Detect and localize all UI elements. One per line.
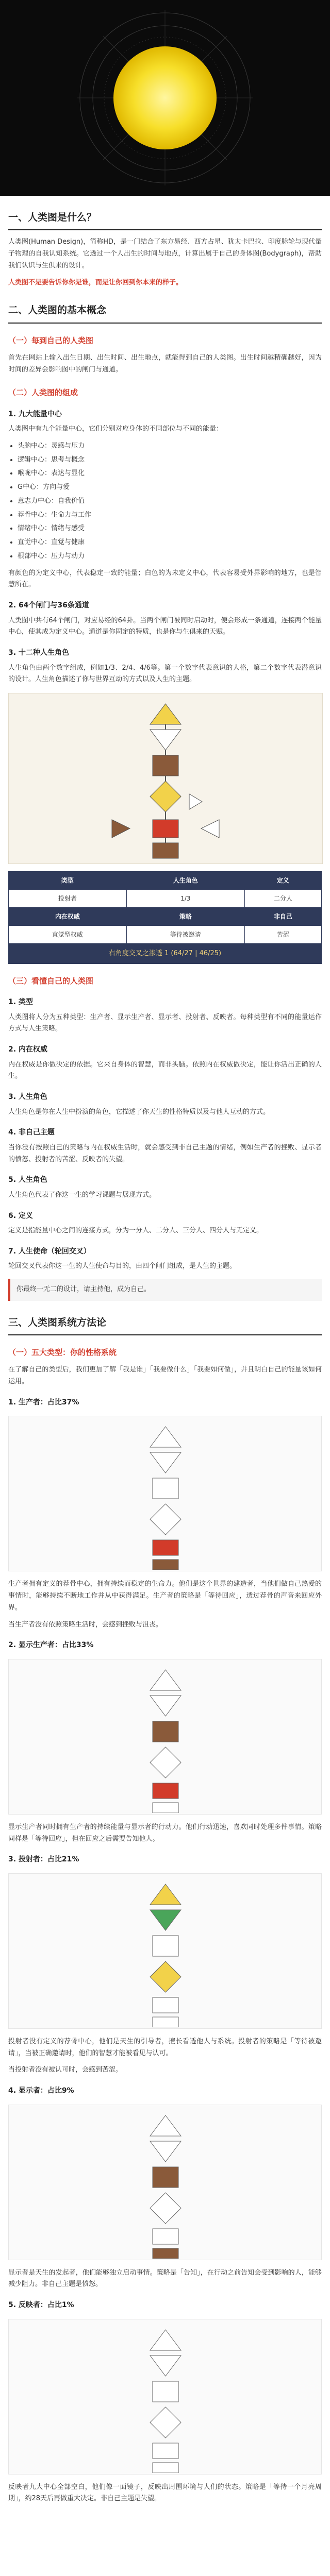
centers-list [18,440,322,563]
list-item: • G中心：方向与爱 [18,482,322,494]
item-title: 1. 类型 [8,998,33,1006]
item-title: 2. 显示生产者：占比33% [8,1641,94,1650]
type-figure [8,2105,322,2260]
item-title: 3. 投射者：占比21% [8,1855,79,1864]
bodygraph-icon [9,2319,321,2473]
item-title: 3. 人生角色 [8,1093,47,1101]
paragraph: 内在权威是你做决定的依据。它来自身体的智慧，而非头脑。依照内在权威做决定，能让你活出正确的人生。 [8,1060,322,1080]
bodygraph-image [8,693,323,864]
paragraph: 人类图中共有64个闸门，对应易经的64卦。当两个闸门被同时启动时，便会形成一条通道，连接两个能量中心，使其成为定义中心。通道是你固定的特质，也是你与生俱来的天赋。 [8,616,322,636]
bodygraph-icon [9,1416,321,1570]
list-item: • 喉咙中心：表达与显化 [18,468,322,480]
list-item: • 头脑中心：灵感与压力 [18,440,322,452]
table-cell: 二分人 [244,890,321,908]
item-title: 3. 十二种人生角色 [8,649,69,657]
list-item: • 逻辑中心：思考与概念 [18,454,322,466]
paragraph: 人类图将人分为五种类型：生产者、显示生产者、显示者、投射者、反映者。每种类型有不同的能量运作方式与人生策略。 [8,1013,322,1033]
table-header: 类型 [9,872,127,890]
item-title: 1. 九大能量中心 [8,410,62,418]
table-header: 策略 [126,908,244,926]
section-title-3: 三、人类图系统方法论 [8,1314,322,1335]
paragraph: 人生角色由两个数字组成，例如1/3、2/4、4/6等。第一个数字代表意识的人格，第二个数字代表潜意识的设计。人生角色描述了你与世界互动的方式以及人生的主题。 [8,664,322,684]
table-header: 人生角色 [126,872,244,890]
paragraph: 人生角色是你在人生中扮演的角色，它描述了你天生的性格特质以及与他人互动的方式。 [8,1108,270,1116]
paragraph: 定义是指能量中心之间的连接方式，分为一分人、二分人、三分人、四分人与无定义。 [8,1227,263,1234]
incarnation-cross-caption: 右角度交叉之渗透 1 (64/27 | 46/25) [8,944,322,964]
paragraph: 投射者没有定义的荐骨中心，他们是天生的引导者，擅长看透他人与系统。投射者的策略是「等待被邀请」，当被正确邀请时，他们的智慧才能被看见与认可。 [8,2037,322,2057]
quote-block: 你最终一无二的设计，请主持他，成为自己。 [8,1279,322,1301]
paragraph: 在了解自己的类型后，我们更加了解「我是谁」「我要做什么」「我要如何做」，并且明白自己的能量该如何运用。 [8,1366,322,1385]
item-title: 1. 生产者：占比37% [8,1398,79,1406]
bodygraph-icon [9,693,322,863]
section-title-2: 二、人类图的基本概念 [8,302,322,323]
item-title: 4. 显示者：占比9% [8,2087,74,2095]
bodygraph-icon [9,2105,321,2259]
paragraph: 人类图不是要告诉你你是谁，而是让你回到你本来的样子。 [8,278,183,286]
table-cell: 苦涩 [244,926,321,944]
item-title: 2. 64个闸门与36条通道 [8,601,89,609]
item-title: 5. 人生角色 [8,1176,47,1184]
list-item: • 根部中心：压力与动力 [18,551,322,563]
list-item: • 荐骨中心：生命力与工作 [18,510,322,521]
item-title: 7. 人生使命（轮回交叉） [8,1247,91,1256]
subsection-title: （一）每到自己的人类图 [8,335,94,345]
type-figure [8,1659,322,1815]
bodygraph-icon [9,1874,321,2027]
profile-table [8,871,322,944]
paragraph: 显示者是天生的发起者，他们能够独立启动事情。策略是「告知」，在行动之前告知会受到影响的人，能够减少阻力。非自己主题是愤怒。 [8,2268,322,2289]
section-title-1: 一、人类图是什么？ [8,209,322,230]
sun-mandala-icon [0,0,330,196]
item-title: 5. 反映者：占比1% [8,2301,74,2309]
item-title: 6. 定义 [8,1211,33,1220]
paragraph: 人生角色代表了你这一生的学习课题与展现方式。 [8,1191,156,1199]
subsection-title: （二）人类图的组成 [8,388,78,398]
list-item: • 意志力中心：自我价值 [18,496,322,507]
table-cell: 等待被邀请 [126,926,244,944]
subsection-title: （三）看懂自己的人类图 [8,976,94,986]
table-header: 内在权威 [9,908,127,926]
table-header: 非自己 [244,908,321,926]
paragraph: 当生产者没有依照策略生活时，会感到挫败与沮丧。 [8,1620,163,1629]
list-item: • 直觉中心：直觉与健康 [18,537,322,549]
paragraph: 反映者九大中心全部空白，他们像一面镜子，反映出周围环境与人们的状态。策略是「等待一个月亮周期」，约28天后再做重大决定。非自己主题是失望。 [8,2483,322,2503]
type-figure [8,2319,322,2475]
hero-banner [0,0,330,196]
paragraph: 当你没有按照自己的策略与内在权威生活时，就会感受到非自己主题的情绪，例如生产者的挫败、显示者的愤怒、投射者的苦涩、反映者的失望。 [8,1143,322,1163]
paragraph: 轮回交叉代表你这一生的人生使命与目的，由四个闸门组成，是人生的主题。 [8,1262,237,1270]
list-item: • 情绪中心：情绪与感受 [18,523,322,535]
paragraph: 当投射者没有被认可时，会感到苦涩。 [8,2066,123,2074]
type-figure [8,1416,322,1571]
table-cell: 直觉型权威 [9,926,127,944]
type-figure [8,1873,322,2029]
paragraph: 人类图中有九个能量中心，它们分别对应身体的不同部位与不同的能量： [8,425,223,433]
paragraph: 生产者拥有定义的荐骨中心，拥有持续而稳定的生命力。他们是这个世界的建造者，当他们做自己热爱的事情时，能够持续不断地工作并从中获得满足。生产者的策略是「等待回应」，透过荐骨的声音来回应外界。 [8,1580,322,1612]
table-cell: 1/3 [126,890,244,908]
paragraph: 有颜色的为定义中心，代表稳定一致的能量；白色的为未定义中心，代表容易受外界影响的地方，也是智慧所在。 [8,569,322,589]
subsection-title: （一）五大类型：你的性格系统 [8,1348,117,1357]
paragraph: 显示生产者同时拥有生产者的持续能量与显示者的行动力。他们行动迅速，喜欢同时处理多件事情。策略同样是「等待回应」，但在回应之后需要告知他人。 [8,1823,322,1843]
item-title: 2. 内在权威 [8,1045,47,1054]
paragraph: 人类图(Human Design)，简称HD，是一门结合了东方易经、西方占星、犹太卡巴拉、印度脉轮与现代量子物理的自我认知系统。它透过一个人出生的时间与地点，计算出属于自己的身体图(Bodygraph)，帮助我们认识与生俱来的设计。 [8,238,322,269]
bodygraph-icon [9,1659,321,1813]
table-header: 定义 [244,872,321,890]
table-cell: 投射者 [9,890,127,908]
paragraph: 首先在网站上输入出生日期、出生时间、出生地点，就能得到自己的人类图。出生时间越精确越好，因为时间的差异会影响图中的闸门与通道。 [8,353,322,374]
item-title: 4. 非自己主题 [8,1128,55,1137]
